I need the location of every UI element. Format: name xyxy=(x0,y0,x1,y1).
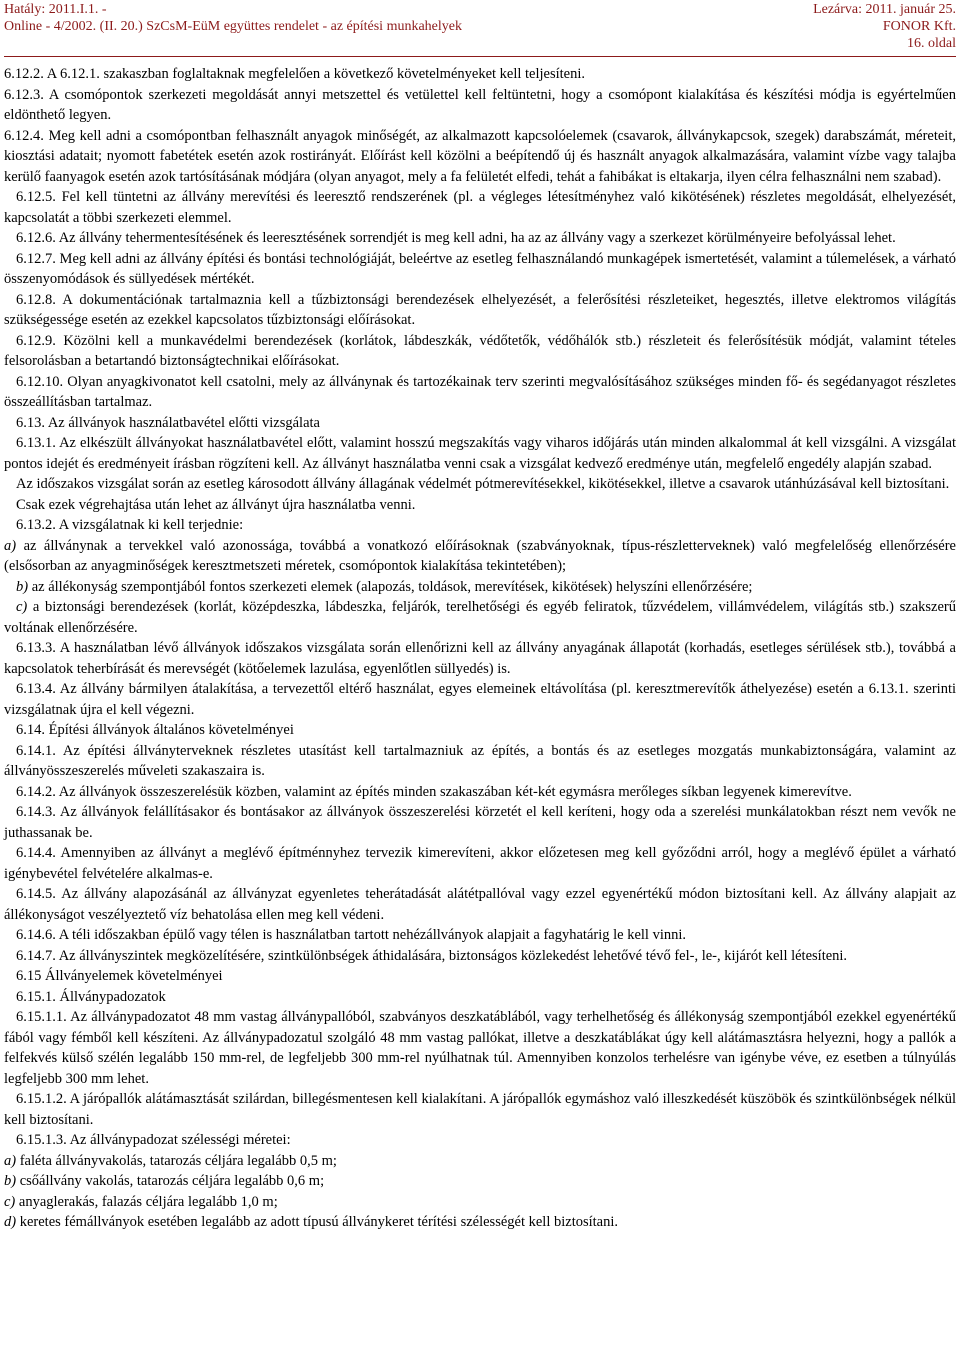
paragraph xyxy=(4,228,956,249)
document-body xyxy=(4,64,956,1233)
page-header xyxy=(4,0,956,52)
paragraph xyxy=(4,638,956,679)
paragraph xyxy=(4,597,956,638)
paragraph-text: 6.14. Építési állványok általános követelményei xyxy=(16,722,294,738)
paragraph xyxy=(4,1089,956,1130)
paragraph-text: 6.12.6. Az állvány tehermentesítésének és leeresztésének sorrendjét is meg kell adni, ha az az állvány vagy a szerkezet körülményeire befolyással lehet. xyxy=(16,230,896,246)
paragraph xyxy=(4,433,956,474)
paragraph xyxy=(4,679,956,720)
header-right xyxy=(716,2,956,53)
paragraph-text: faléta állványvakolás, tatarozás céljára legalább 0,5 m; xyxy=(16,1152,337,1169)
paragraph xyxy=(4,64,956,85)
paragraph-text: 6.12.7. Meg kell adni az állvány építési és bontási technológiáját, beleértve az esetleg felhasználandó munkagépek ismertetését, valamint a túlemelések, a várható összenyomódások és süllyedések mértékét. xyxy=(4,250,956,287)
paragraph-text: 6.12.4. Meg kell adni a csomópontban felhasznált anyagok minőségét, az alkalmazott kapcsolóelemek (csavarok, állványkapcsok, szegek) darabszámát, méreteit, kiosztási adatait; nyomott fabetétek esetén azok rostirányát. Előírást kell közölni a beépítendő új és használt anyagok alkalmazására, valamint vízbe vagy talajba kerülő faanyagok esetén azok tartósításának módjára (olyan anyagot, mely a fa felületét elfedi, tehát a fahibákat is eltakarja, ilyen célra felhasználni nem szabad). xyxy=(4,127,956,185)
paragraph xyxy=(4,1171,956,1192)
paragraph xyxy=(4,720,956,741)
header-left xyxy=(4,2,724,36)
list-label: c) xyxy=(16,599,28,615)
paragraph-text: 6.14.4. Amennyiben az állványt a meglévő építménnyhez tervezik kimerevíteni, akkor előzetesen meg kell győződni arról, hogy a meglévő épület a várható igénybevétel felvételére alkalmas-e. xyxy=(4,845,956,882)
paragraph xyxy=(4,290,956,331)
paragraph-text: az állékonyság szempontjából fontos szerkezeti elemek (alapozás, toldások, merevítések, kikötések) helyszíni ellenőrzésére; xyxy=(28,578,753,595)
paragraph-text: anyaglerakás, falazás céljára legalább 1,0 m; xyxy=(15,1193,278,1210)
paragraph xyxy=(4,126,956,188)
paragraph-text: 6.14.1. Az építési állványterveknek részletes utasítást kell tartalmazniuk az építés, a bontás és az esetleges mozgatás munkabiztonságára, valamint az állványösszeszerelés műveleti szakaszaira is. xyxy=(4,742,956,779)
paragraph-text: 6.12.9. Közölni kell a munkavédelmi berendezések (korlátok, lábdeszkák, védőtetők, védőhálók stb.) részleteit és felerősítésük módját, valamint tételes felsorolásban a betartandó biztonságtechnikai előírásokat. xyxy=(4,332,956,369)
paragraph-text: 6.15 Állványelemek követelményei xyxy=(16,968,223,984)
paragraph-text: a biztonsági berendezések (korlát, középdeszka, lábdeszka, feljárók, terelhetőségi és egyéb feliratok, tűzvédelem, villámvédelem, világítás stb.) szakszerű voltának ellenőrzésére. xyxy=(4,599,956,636)
paragraph-text: 6.15.1. Állványpadozatok xyxy=(16,988,166,1005)
header-divider xyxy=(4,56,956,57)
paragraph xyxy=(4,495,956,516)
paragraph xyxy=(4,515,956,536)
paragraph-text: 6.14.7. Az állványszintek megközelítésére, szintkülönbségek áthidalására, biztonságos közlekedést lehetővé tévő fel-, le-, kijárót kell létesíteni. xyxy=(16,947,848,964)
paragraph-text: Csak ezek végrehajtása után lehet az állványt újra használatba venni. xyxy=(16,496,416,513)
header-source: Online - 4/2002. (II. 20.) SzCsM-EüM együttes rendelet - az építési munkahelyek xyxy=(4,19,462,34)
paragraph-text: keretes fémállványok esetében legalább az adott típusú állványkeret térítési szélességét kell biztosítani. xyxy=(16,1214,619,1230)
paragraph-text: 6.13.1. Az elkészült állványokat használatbavétel előtt, valamint hosszú megszakítás vagy viharos időjárás után minden alkalommal át kell vizsgálni. A vizsgálat pontos idejét és eredményeit írásban rögzíteni kell. Az állványt használatba venni csak a vizsgálat kedvező eredménye után, megfelelő engedély alapján szabad. xyxy=(4,435,956,472)
header-publisher: FONOR Kft. xyxy=(882,19,956,34)
paragraph-text: 6.12.10. Olyan anyagkivonatot kell csatolni, mely az állványnak és tartozékainak terv szerinti megvalósításához szükséges minden fő- és segédanyagot részletes összeállításban tartalmaz. xyxy=(4,373,956,410)
paragraph-text: 6.12.5. Fel kell tüntetni az állvány merevítési és leeresztő rendszerének (pl. a végleges létesítményhez való kikötésének) részletes megoldását, elhelyezését, kapcsolatát a többi szerkezeti elemmel. xyxy=(4,189,956,226)
paragraph xyxy=(4,413,956,434)
paragraph xyxy=(4,577,956,598)
paragraph xyxy=(4,987,956,1008)
paragraph-text: 6.12.8. A dokumentációnak tartalmaznia kell a tűzbiztonsági berendezések elhelyezését, a felerősítési részleteiket, hegesztés, illetve elektromos világítás szükségessége esetén az ezekkel kapcsolatos tűzbiztonsági előírásokat. xyxy=(4,291,956,328)
paragraph xyxy=(4,1151,956,1172)
paragraph xyxy=(4,1192,956,1213)
list-label: a) xyxy=(4,1152,17,1169)
paragraph-text: 6.15.1.1. Az állványpadozatot 48 mm vastag állványpallóból, szabványos deszkatáblából, vagy terhelhetőség és állékonyság szempontjából ezekkel egyenértékű fából vagy fémből kell készíteni. Az állványpadozatul szolgáló 48 mm vastag pallókat, illetve a deszkatáblákat úgy kell alátámasztásra helyezni, hogy a pallók a felfekvés külső szélén legalább 150 mm-rel, de legfeljebb 300 mm-rel nyúlhatnak túl. Amennyiben konzolos terhelésre van igénybe véve, ez esetben a túlnyúlás legfeljebb 300 mm lehet. xyxy=(4,1009,956,1087)
paragraph xyxy=(4,843,956,884)
paragraph xyxy=(4,782,956,803)
paragraph-text: 6.12.2. A 6.12.1. szakaszban foglaltaknak megfelelően a következő követelményeket kell teljesíteni. xyxy=(4,66,586,82)
paragraph xyxy=(4,372,956,413)
paragraph-text: 6.13. Az állványok használatbavétel előtti vizsgálata xyxy=(16,414,320,431)
paragraph xyxy=(4,187,956,228)
paragraph xyxy=(4,85,956,126)
paragraph xyxy=(4,946,956,967)
header-closed-date: Lezárva: 2011. január 25. xyxy=(813,2,956,17)
paragraph xyxy=(4,536,956,577)
list-label: b) xyxy=(16,578,29,595)
paragraph-text: 6.13.2. A vizsgálatnak ki kell terjednie: xyxy=(16,517,244,533)
header-validity: Hatály: 2011.I.1. - xyxy=(4,2,107,17)
paragraph xyxy=(4,925,956,946)
paragraph-text: 6.15.1.2. A járópallók alátámasztását szilárdan, billegésmentesen kell kialakítani. A járópallók egymáshoz való illeszkedését küszöbök és szintkülönbségek nélkül kell biztosítani. xyxy=(4,1091,956,1128)
paragraph-text: 6.14.3. Az állványok felállításakor és bontásakor az állványok összeszerelési körzetét el kell keríteni, hogy oda a szerelési munkálatokban részt nem vevők ne juthassanak be. xyxy=(4,804,956,841)
paragraph-text: az állványnak a tervekkel való azonossága, továbbá a vonatkozó előírásoknak (szabványoknak, típus-részletterveknek) való megfelelőség ellenőrzésére (elsősorban az anyagminőségek keresztmetszeti méretek, csomópontok kialakítása tekintetében); xyxy=(4,537,956,574)
paragraph xyxy=(4,741,956,782)
paragraph xyxy=(4,1212,956,1233)
paragraph-text: 6.13.3. A használatban lévő állványok időszakos vizsgálata során ellenőrizni kell az állvány anyagának állapotát (korhadás, esetleges sérülések stb.), továbbá a kapcsolatok teherbírását és merevségét (kötőelemek lazulása, egyenlőtlen süllyedés) is. xyxy=(4,640,956,677)
list-label: c) xyxy=(4,1193,16,1210)
list-label: d) xyxy=(4,1214,17,1230)
paragraph-text: Az időszakos vizsgálat során az esetleg károsodott állvány állagának védelmét pótmerevítésekkel, kikötésekkel, illetve a csavarok utánhúzásával kell biztosítani. xyxy=(16,476,950,492)
paragraph-text: 6.14.6. A téli időszakban épülő vagy télen is használatban tartott nehézállványok alapjait a fagyhatárig le kell vinni. xyxy=(16,927,687,943)
paragraph xyxy=(4,966,956,987)
paragraph-text: csőállvány vakolás, tatarozás céljára legalább 0,6 m; xyxy=(16,1173,325,1189)
paragraph xyxy=(4,884,956,925)
paragraph xyxy=(4,249,956,290)
paragraph xyxy=(4,331,956,372)
header-page-number: 16. oldal xyxy=(907,36,956,51)
paragraph-text: 6.13.4. Az állvány bármilyen átalakítása, a tervezettől eltérő használat, egyes elemeinek eltávolítása (pl. keresztmerevítők áthelyezése) esetén a 6.13.1. szerinti vizsgálatnak újra el kell végezni. xyxy=(4,681,956,718)
list-label: b) xyxy=(4,1173,17,1189)
paragraph xyxy=(4,474,956,495)
paragraph-text: 6.12.3. A csomópontok szerkezeti megoldását annyi metszettel és vetülettel kell feltüntetni, hogy a csomópont kialakítása és készítési módja is egyértelműen eldönthető legyen. xyxy=(4,86,956,123)
list-label: a) xyxy=(4,537,17,554)
paragraph-text: 6.14.2. Az állványok összeszerelésük közben, valamint az építés minden szakaszában két-két egymásra merőleges síkban legyenek kimerevítve. xyxy=(16,783,852,800)
paragraph-text: 6.14.5. Az állvány alapozásánál az állványzat egyenletes teherátadását alátétpallóval vagy ezzel egyenértékű módon biztosítani kell. Az állvány alapjait az állékonyságot veszélyeztető víz behatolása ellen meg kell védeni. xyxy=(4,886,956,923)
paragraph xyxy=(4,1007,956,1089)
paragraph xyxy=(4,1130,956,1151)
paragraph xyxy=(4,802,956,843)
paragraph-text: 6.15.1.3. Az állványpadozat szélességi méretei: xyxy=(16,1132,291,1148)
